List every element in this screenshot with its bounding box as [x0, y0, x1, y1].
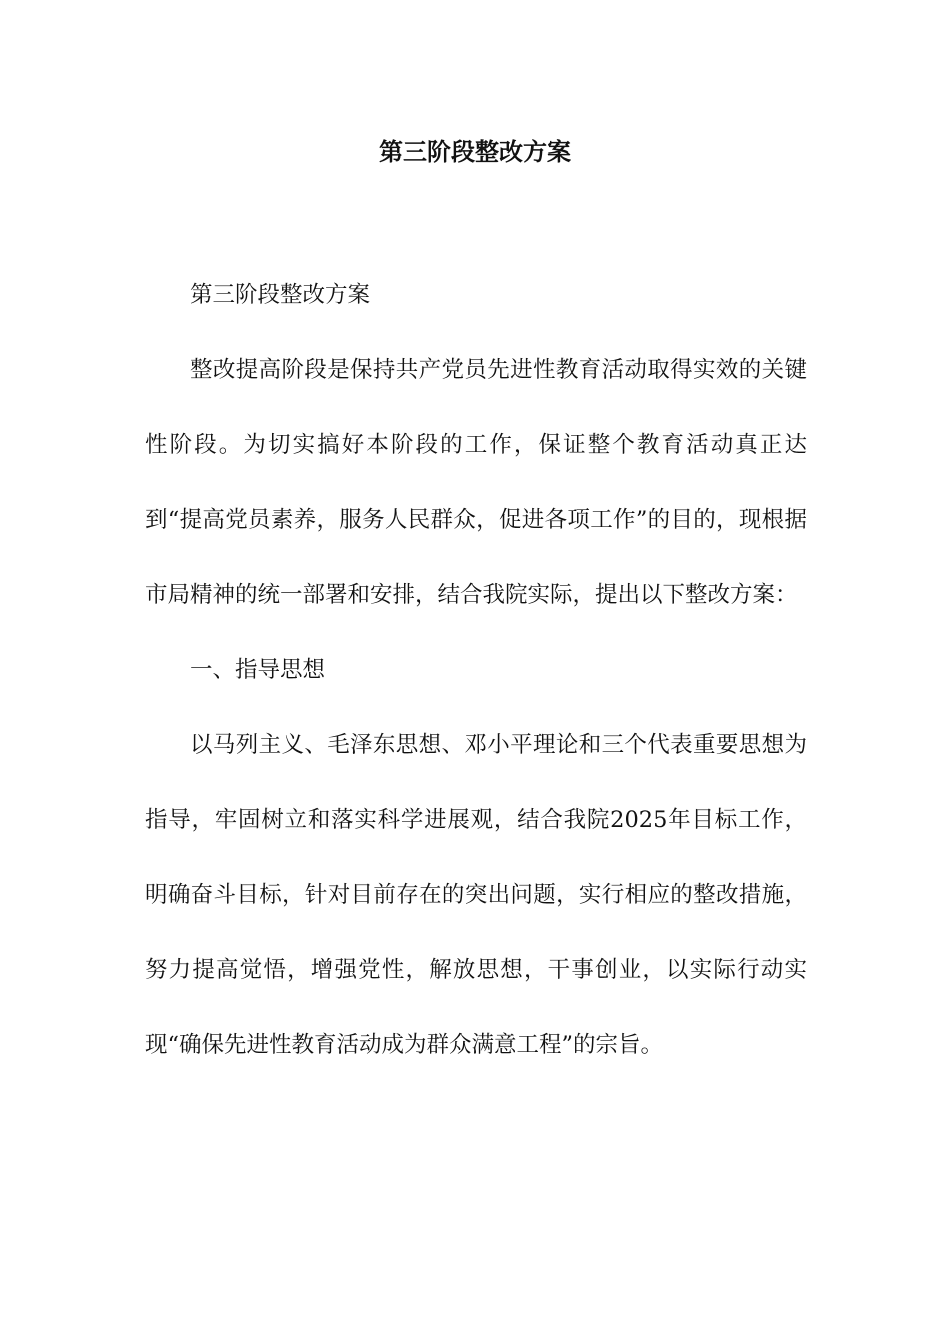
paragraph-guiding-ideology: 以马列主义、毛泽东思想、邓小平理论和三个代表重要思想为指导，牢固树立和落实科学进展观，结合我院2025年目标工作，明确奋斗目标，针对目前存在的突出问题，实行相应的整改措施，努力提高觉悟，增强党性，解放思想，干事创业，以实际行动实现“确保先进性教育活动成为群众满意工程”的宗旨。 [145, 732, 807, 1058]
paragraph-subtitle: 第三阶段整改方案 [190, 282, 371, 308]
document-title: 第三阶段整改方案 [379, 137, 571, 166]
document-body [145, 258, 807, 1083]
paragraph-introduction: 整改提高阶段是保持共产党员先进性教育活动取得实效的关键性阶段。为切实搞好本阶段的工作，保证整个教育活动真正达到“提高党员素养，服务人民群众，促进各项工作”的目的，现根据市局精神的统一部署和安排，结合我院实际，提出以下整改方案： [145, 357, 807, 608]
section-heading-guiding-ideology: 一、指导思想 [190, 657, 326, 683]
